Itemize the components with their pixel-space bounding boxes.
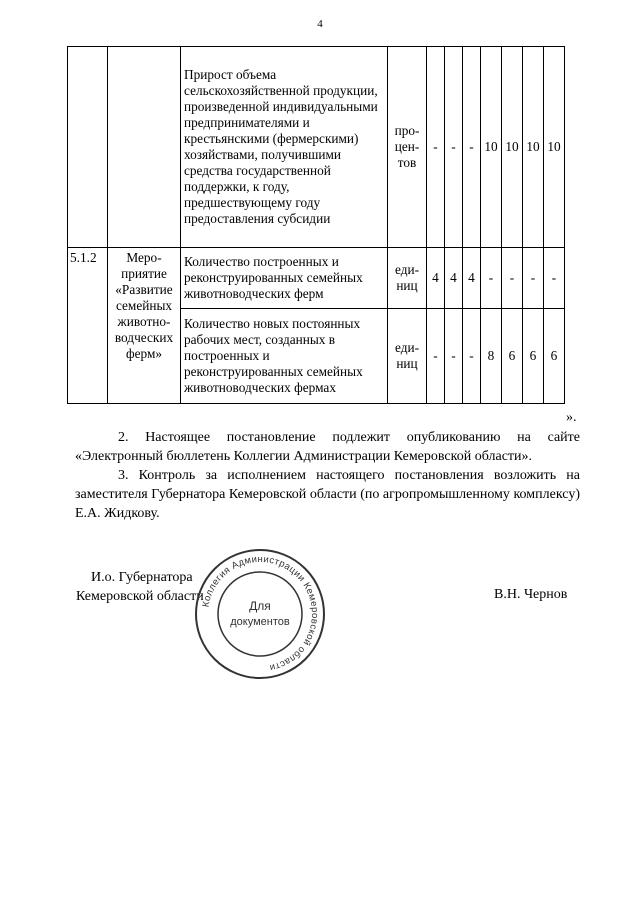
event-name: Меро-приятие «Развитие семейных животно-водческих ферм» [108, 248, 181, 404]
value-cell: 10 [481, 47, 502, 248]
signatory-name: В.Н. Чернов [494, 587, 568, 602]
value-cell: - [502, 248, 523, 309]
signatory-title [76, 568, 204, 606]
seal-stamp [193, 547, 327, 681]
closing-quote: ». [566, 410, 577, 425]
value-cell: - [463, 309, 481, 404]
row-number [68, 47, 108, 248]
seal-center-line1: Для [249, 599, 271, 613]
value-cell: - [481, 248, 502, 309]
indicator-name: Количество новых постоянных рабочих мест, созданных в построенных и реконструированных семейных животноводческих фермах [181, 309, 388, 404]
table-row [68, 248, 565, 309]
signatory-title-line2: Кемеровской области [76, 589, 204, 604]
unit: про-цен-тов [388, 47, 427, 248]
value-cell: 10 [502, 47, 523, 248]
value-cell: - [463, 47, 481, 248]
unit: еди-ниц [388, 248, 427, 309]
value-cell: - [445, 47, 463, 248]
signatory-title-line1: И.о. Губернатора [91, 570, 193, 585]
paragraph-publication: 2. Настоящее постановление подлежит опубликованию на сайте «Электронный бюллетень Коллегии Администрации Кемеровской области». [75, 430, 580, 464]
value-cell: 10 [544, 47, 565, 248]
seal-center-line2: документов [230, 616, 290, 628]
row-number: 5.1.2 [68, 248, 108, 404]
value-cell: 4 [463, 248, 481, 309]
indicator-name: Количество построенных и реконструированных семейных животноводческих ферм [181, 248, 388, 309]
indicators-table [67, 46, 565, 404]
value-cell: - [427, 47, 445, 248]
seal-ring-text: Коллегия Администрации Кемеровской области [200, 553, 321, 674]
value-cell: 6 [502, 309, 523, 404]
value-cell: 10 [523, 47, 544, 248]
value-cell: 4 [427, 248, 445, 309]
value-cell: 4 [445, 248, 463, 309]
paragraph-control: 3. Контроль за исполнением настоящего постановления возложить на заместителя Губернатора Кемеровской области (по агропромышленному комплексу) Е.А. Жидкову. [75, 468, 580, 521]
value-cell: 6 [544, 309, 565, 404]
value-cell: - [523, 248, 544, 309]
page-number: 4 [317, 18, 323, 30]
value-cell: - [427, 309, 445, 404]
value-cell: - [445, 309, 463, 404]
value-cell: 6 [523, 309, 544, 404]
unit: еди-ниц [388, 309, 427, 404]
value-cell: - [544, 248, 565, 309]
indicator-name: Прирост объема сельскохозяйственной продукции, произведенной индивидуальными предпринимателями и крестьянскими (фермерскими) хозяйствами, получившими средства государственной поддержки, к году, предшествующему году предоставления субсидии [181, 47, 388, 248]
table-row [68, 47, 565, 248]
event-name [108, 47, 181, 248]
value-cell: 8 [481, 309, 502, 404]
